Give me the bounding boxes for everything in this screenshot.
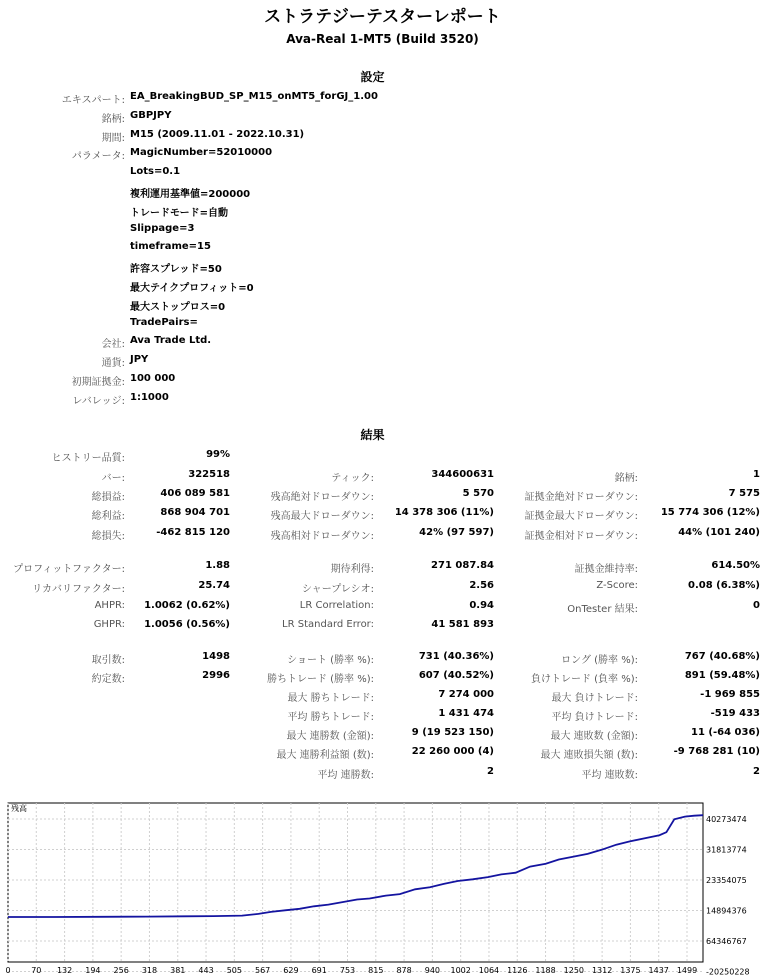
result-label: 最大 連敗損失額 (数): <box>540 750 638 761</box>
settings-label: 通貨: <box>101 358 125 370</box>
result-label: 総利益: <box>91 511 125 522</box>
result-value: 7 274 000 <box>438 689 494 700</box>
y-tick-label: 31813774 <box>706 845 747 855</box>
result-label: 最大 勝ちトレード: <box>287 693 374 704</box>
result-label: OnTester 結果: <box>567 604 638 615</box>
result-label: LR Correlation: <box>299 600 374 611</box>
result-value: 1 431 474 <box>438 708 494 719</box>
result-label: バー: <box>101 473 125 484</box>
result-value: 0.08 (6.38%) <box>688 580 760 591</box>
report-subtitle: Ava-Real 1-MT5 (Build 3520) <box>286 32 479 46</box>
result-value: 614.50% <box>711 560 760 571</box>
x-tick-label: 505 <box>226 966 242 975</box>
result-value: 1 <box>753 469 760 480</box>
result-label: 証拠金絶対ドローダウン: <box>524 492 638 503</box>
settings-value: Ava Trade Ltd. <box>130 335 212 347</box>
result-label: 平均 負けトレード: <box>551 712 638 723</box>
settings-label: 銘柄: <box>101 113 125 125</box>
result-value: 0.94 <box>469 600 494 611</box>
x-tick-label: 1499 <box>676 966 698 975</box>
report-title: ストラテジーテスターレポート <box>264 7 501 27</box>
x-tick-label: 256 <box>113 966 129 975</box>
result-label: 残高最大ドローダウン: <box>270 511 374 522</box>
result-label: 銘柄: <box>614 473 638 484</box>
y-tick-label: 64346767 <box>706 937 747 946</box>
x-tick-label: 132 <box>56 966 73 975</box>
settings-value: M15 (2009.11.01 - 2022.10.31) <box>130 128 305 140</box>
y-tick-label: 14894376 <box>706 906 747 916</box>
result-label: 残高相対ドローダウン: <box>270 531 374 542</box>
result-value: 0 <box>753 600 760 611</box>
x-tick-label: 567 <box>254 966 271 975</box>
result-label: 最大 連勝利益額 (数): <box>276 750 374 761</box>
balance-chart <box>0 801 765 977</box>
settings-value: JPY <box>130 354 149 366</box>
result-label: 残高絶対ドローダウン: <box>270 492 374 503</box>
x-tick-label: 381 <box>170 966 186 975</box>
result-value: 1.0062 (0.62%) <box>144 600 230 611</box>
result-value: 41 581 893 <box>431 619 494 630</box>
result-value: 7 575 <box>728 488 760 499</box>
settings-value: Lots=0.1 <box>130 166 181 178</box>
settings-heading: 設定 <box>360 70 385 84</box>
settings-value: EA_BreakingBUD_SP_M15_onMT5_forGJ_1.00 <box>130 91 378 102</box>
result-label: 取引数: <box>91 655 125 666</box>
result-label: 総損益: <box>91 492 125 503</box>
x-tick-label: 194 <box>85 966 101 975</box>
result-value: -1 969 855 <box>700 689 760 700</box>
x-tick-label: 1437 <box>648 966 669 975</box>
result-label: リカバリファクター: <box>32 584 125 595</box>
result-value: 731 (40.36%) <box>418 651 494 662</box>
result-label: ティック: <box>331 473 374 484</box>
x-tick-label: 1002 <box>450 966 471 975</box>
result-value: 9 (19 523 150) <box>411 727 494 738</box>
settings-label: エキスパート: <box>61 95 125 106</box>
result-label: ショート (勝率 %): <box>287 655 374 666</box>
result-value: -462 815 120 <box>156 527 230 538</box>
x-tick-label: 0 <box>5 966 11 975</box>
result-value: -519 433 <box>710 708 760 719</box>
y-tick-label: -20250228 <box>706 967 750 977</box>
result-label: 期待利得: <box>330 564 374 575</box>
x-tick-label: 70 <box>31 966 42 975</box>
x-tick-label: 1188 <box>535 966 556 975</box>
x-tick-label: 1126 <box>507 966 528 975</box>
settings-value: MagicNumber=52010000 <box>130 147 273 159</box>
x-tick-label: 878 <box>396 966 412 975</box>
x-tick-label: 753 <box>339 966 356 975</box>
result-value: 99% <box>206 449 230 460</box>
x-tick-label: 629 <box>283 966 299 975</box>
result-label: 最大 連勝数 (金額): <box>286 731 374 742</box>
result-label: 平均 連敗数: <box>581 770 638 781</box>
result-label: AHPR: <box>94 600 125 611</box>
result-value: 2.56 <box>469 580 494 591</box>
settings-value: Slippage=3 <box>130 222 195 234</box>
x-tick-label: 1064 <box>478 966 500 975</box>
result-value: 2 <box>753 766 760 777</box>
x-tick-label: 1375 <box>620 966 641 975</box>
result-value: 271 087.84 <box>431 560 494 571</box>
result-value: 344600631 <box>431 469 494 480</box>
result-value: -9 768 281 (10) <box>673 746 760 757</box>
result-label: 勝ちトレード (勝率 %): <box>266 674 374 685</box>
result-value: 15 774 306 (12%) <box>660 507 760 518</box>
result-value: 11 (-64 036) <box>691 727 760 738</box>
result-value: 406 089 581 <box>160 488 230 499</box>
settings-label: 期間: <box>101 132 125 144</box>
result-label: シャープレシオ: <box>301 584 374 595</box>
result-label: 総損失: <box>91 531 125 542</box>
x-tick-label: 691 <box>311 966 327 975</box>
settings-value: TradePairs= <box>130 316 198 328</box>
result-label: 平均 勝ちトレード: <box>287 712 374 723</box>
result-value: 42% (97 597) <box>419 527 494 538</box>
result-label: LR Standard Error: <box>282 619 374 630</box>
result-value: 322518 <box>188 469 230 480</box>
settings-value: 最大テイクプロフィット=0 <box>130 283 254 294</box>
result-label: Z-Score: <box>596 580 638 591</box>
settings-value: timeframe=15 <box>130 241 211 253</box>
result-value: 891 (59.48%) <box>684 670 760 681</box>
result-value: 5 570 <box>462 488 494 499</box>
results-heading: 結果 <box>360 428 385 442</box>
settings-label: 初期証拠金: <box>71 377 125 388</box>
x-tick-label: 1312 <box>591 966 613 975</box>
x-tick-label: 940 <box>424 966 441 975</box>
result-value: 2996 <box>202 670 230 681</box>
x-tick-label: 1250 <box>563 966 585 975</box>
x-tick-label: 443 <box>198 966 214 975</box>
result-value: 22 260 000 (4) <box>411 746 494 757</box>
settings-label: パラメータ: <box>71 151 125 163</box>
settings-label: レバレッジ: <box>72 395 125 407</box>
result-label: 平均 連勝数: <box>317 770 374 781</box>
result-label: 最大 連敗数 (金額): <box>550 731 638 742</box>
settings-value: 100 000 <box>130 373 176 384</box>
settings-value: GBPJPY <box>130 109 172 121</box>
result-label: 証拠金維持率: <box>574 564 638 575</box>
result-label: ロング (勝率 %): <box>561 655 638 666</box>
result-label: 負けトレード (負率 %): <box>530 674 638 685</box>
settings-label: 会社: <box>101 339 125 351</box>
result-value: 868 904 701 <box>160 507 230 518</box>
result-value: 767 (40.68%) <box>684 651 760 662</box>
settings-value: 許容スプレッド=50 <box>130 264 222 276</box>
result-value: 607 (40.52%) <box>418 670 494 681</box>
y-tick-label: 40273474 <box>706 815 747 824</box>
result-label: 証拠金最大ドローダウン: <box>524 511 638 522</box>
y-tick-label: 23354075 <box>706 876 747 885</box>
result-value: 1498 <box>202 651 230 662</box>
result-label: プロフィットファクター: <box>13 564 125 575</box>
settings-value: トレードモード=自動 <box>130 207 228 219</box>
x-tick-label: 815 <box>368 966 384 975</box>
result-label: ヒストリー品質: <box>51 453 125 464</box>
settings-value: 1:1000 <box>130 391 169 403</box>
result-value: 25.74 <box>198 580 230 591</box>
settings-value: 最大ストップロス=0 <box>130 301 226 313</box>
x-tick-label: 318 <box>141 966 158 975</box>
result-value: 44% (101 240) <box>678 527 760 538</box>
settings-value: 複利運用基準値=200000 <box>130 189 251 200</box>
plot-frame <box>8 803 703 962</box>
chart-title: 残高 <box>11 804 27 813</box>
result-label: GHPR: <box>93 619 125 630</box>
result-label: 証拠金相対ドローダウン: <box>524 531 638 542</box>
result-label: 最大 負けトレード: <box>551 693 638 704</box>
result-value: 2 <box>487 766 494 777</box>
result-label: 約定数: <box>91 674 125 685</box>
result-value: 14 378 306 (11%) <box>394 507 494 518</box>
result-value: 1.0056 (0.56%) <box>144 619 230 630</box>
result-value: 1.88 <box>205 560 230 571</box>
